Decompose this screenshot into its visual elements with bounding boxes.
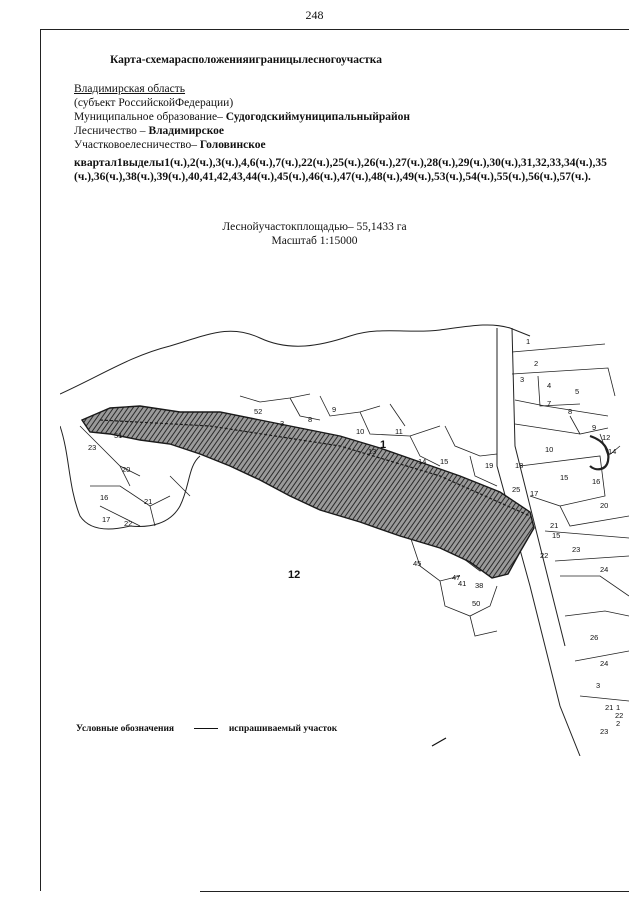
parcel-label: 17 bbox=[102, 515, 111, 524]
parcel-labels bbox=[88, 337, 623, 736]
forest-outer-boundary bbox=[60, 325, 530, 394]
parcel-label: 21 bbox=[144, 497, 153, 506]
municipality-prefix: Муниципальное образование– bbox=[74, 111, 226, 123]
forestry-name: Владимирское bbox=[148, 125, 225, 137]
parcel-label: 25 bbox=[512, 485, 521, 494]
parcel-label: 8 bbox=[568, 407, 573, 416]
district-name: Головинское bbox=[199, 139, 266, 151]
parcel-label: 22 bbox=[615, 711, 624, 720]
legend-line-symbol bbox=[194, 728, 218, 729]
parcel-label: 9 bbox=[592, 423, 597, 432]
parcel-label: 38 bbox=[475, 581, 484, 590]
quarter-label-1: 1 bbox=[380, 439, 387, 451]
parcel-label: 4 bbox=[547, 381, 552, 390]
municipality-name: Судогодскиймуниципальныйрайон bbox=[225, 111, 411, 123]
legend bbox=[76, 724, 337, 734]
parcel-label: 3 bbox=[280, 419, 285, 428]
parcel-label: 15 bbox=[560, 473, 569, 482]
area-text: Леснойучастокплощадью– 55,1433 га bbox=[222, 221, 407, 233]
parcel-label: 26 bbox=[590, 633, 599, 642]
parcel-label: 9 bbox=[332, 405, 337, 414]
parcel-label: 22 bbox=[540, 551, 549, 560]
parcel-label: 21 bbox=[605, 703, 614, 712]
document-title: Карта-схемарасположенияиграницылесногоучастка bbox=[110, 54, 382, 66]
requested-forest-plot bbox=[82, 406, 534, 578]
parcel-label: 1 bbox=[526, 337, 531, 346]
district-line bbox=[74, 138, 624, 152]
header-block bbox=[74, 82, 624, 152]
parcel-label: 10 bbox=[356, 427, 365, 436]
parcel-label: 23 bbox=[600, 727, 609, 736]
parcel-label: 5 bbox=[575, 387, 580, 396]
parcel-label: 1 bbox=[616, 703, 621, 712]
parcel-label: 45 bbox=[413, 559, 422, 568]
parcel-label: 20 bbox=[600, 501, 609, 510]
forest-parcel-map bbox=[60, 316, 629, 756]
frame-bottom-border bbox=[200, 891, 629, 892]
parcel-label: 52 bbox=[254, 407, 263, 416]
frame-left-border bbox=[40, 29, 41, 891]
parcel-label: 14 bbox=[608, 447, 617, 456]
area-block bbox=[0, 220, 629, 248]
parcel-label: 13 bbox=[368, 447, 377, 456]
parcel-label: 19 bbox=[485, 461, 494, 470]
parcel-label: 3 bbox=[520, 375, 525, 384]
parcel-label: 22 bbox=[124, 519, 133, 528]
quarter-label-12: 12 bbox=[288, 569, 301, 581]
parcel-label: 8 bbox=[308, 415, 313, 424]
parcel-label: 50 bbox=[472, 599, 481, 608]
page-number: 248 bbox=[305, 8, 324, 22]
parcel-label: 2 bbox=[534, 359, 539, 368]
parcel-label: 24 bbox=[600, 659, 609, 668]
subject-note: (субъект РоссийскойФедерации) bbox=[74, 97, 234, 109]
district-prefix: Участковоелесничество– bbox=[74, 139, 200, 151]
legend-item-requested-plot: испрашиваемый участок bbox=[228, 724, 338, 734]
parcel-label: 15 bbox=[552, 531, 561, 540]
scale-text: Масштаб 1:15000 bbox=[271, 235, 358, 247]
parcel-label: 18 bbox=[515, 461, 524, 470]
parcel-label: 14 bbox=[418, 457, 427, 466]
parcel-label: 3 bbox=[596, 681, 601, 690]
parcel-label: 23 bbox=[88, 443, 97, 452]
forestry-line bbox=[74, 124, 624, 138]
parcel-label: 21 bbox=[550, 521, 559, 530]
parcel-label: 41 bbox=[458, 579, 467, 588]
parcel-label: 16 bbox=[100, 493, 109, 502]
municipality-line bbox=[74, 110, 624, 124]
parcel-label: 23 bbox=[572, 545, 581, 554]
parcel-label: 51 bbox=[114, 431, 123, 440]
frame-top-border bbox=[40, 29, 629, 30]
parcel-label: 11 bbox=[395, 427, 403, 436]
stray-mark bbox=[432, 738, 446, 746]
region-name: Владимирская область bbox=[74, 83, 186, 95]
parcel-label: 47 bbox=[452, 573, 461, 582]
parcel-label: 7 bbox=[547, 399, 552, 408]
parcel-label: 10 bbox=[545, 445, 554, 454]
parcel-label: 12 bbox=[602, 433, 611, 442]
quarter-sections-text: квартал1выделы1(ч.),2(ч.),3(ч.),4,6(ч.),7(ч.),22(ч.),25(ч.),26(ч.),27(ч.),28(ч.),29(ч.),30(ч.),31,32,33,34(ч.),35(ч.),36(ч.),38(ч.),39(ч.),40,41,42,43,44(ч.),45(ч.),46(ч.),47(ч.),48(ч.),49(ч.),53(ч.),54(ч.),55(ч.),56(ч.),57(ч.). bbox=[74, 157, 607, 184]
forestry-prefix: Лесничество – bbox=[74, 125, 149, 137]
parcel-label: 17 bbox=[530, 489, 539, 498]
parcel-label: 24 bbox=[600, 565, 609, 574]
legend-label: Условные обозначения bbox=[76, 724, 175, 734]
parcel-label: 2 bbox=[616, 719, 621, 728]
parcel-label: 16 bbox=[592, 477, 601, 486]
parcel-label: 20 bbox=[122, 465, 131, 474]
parcel-label: 15 bbox=[440, 457, 449, 466]
